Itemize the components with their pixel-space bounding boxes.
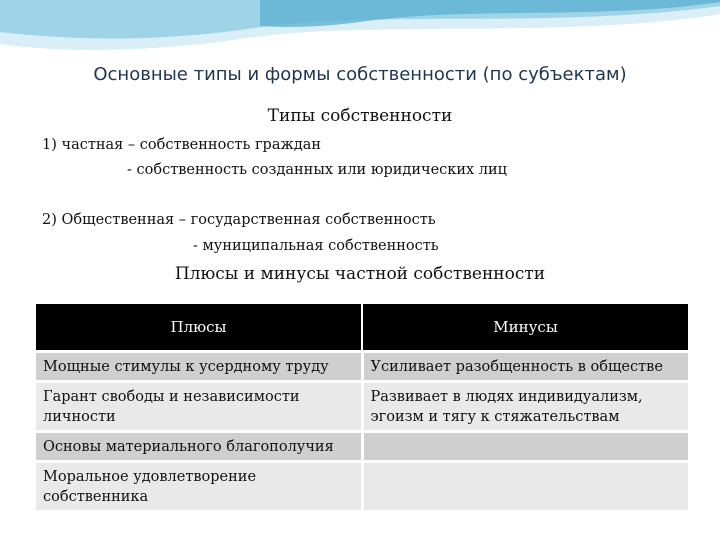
con-cell: Развивает в людях индивидуализм, эгоизм и тягу к стяжательствам	[362, 382, 688, 432]
pros-cons-heading: Плюсы и минусы частной собственности	[174, 264, 546, 284]
public-line-2: - муниципальная собственность	[193, 238, 439, 254]
table-row	[36, 382, 688, 432]
header-cons: Минусы	[362, 304, 688, 352]
public-line-1: 2) Общественная – государственная собственность	[42, 212, 436, 228]
table-row	[36, 352, 688, 382]
private-line-1: 1) частная – собственность граждан	[42, 137, 322, 153]
pro-cell: Гарант свободы и независимости личности	[36, 382, 362, 432]
table-row	[36, 432, 688, 462]
con-cell	[362, 462, 688, 511]
types-heading: Типы собственности	[267, 106, 453, 126]
header-wave-decoration	[0, 0, 720, 58]
pro-cell: Основы материального благополучия	[36, 432, 362, 462]
table-row	[36, 462, 688, 511]
slide-title: Основные типы и формы собственности (по субъектам)	[93, 64, 627, 85]
con-cell	[362, 432, 688, 462]
table-header-row	[36, 304, 688, 352]
private-line-2: - собственность созданных или юридических лиц	[127, 162, 507, 178]
pro-cell: Мощные стимулы к усердному труду	[36, 352, 362, 382]
con-cell: Усиливает разобщенность в обществе	[362, 352, 688, 382]
pro-cell: Моральное удовлетворение собственника	[36, 462, 362, 511]
header-pros: Плюсы	[36, 304, 362, 352]
pros-cons-table	[36, 304, 688, 510]
